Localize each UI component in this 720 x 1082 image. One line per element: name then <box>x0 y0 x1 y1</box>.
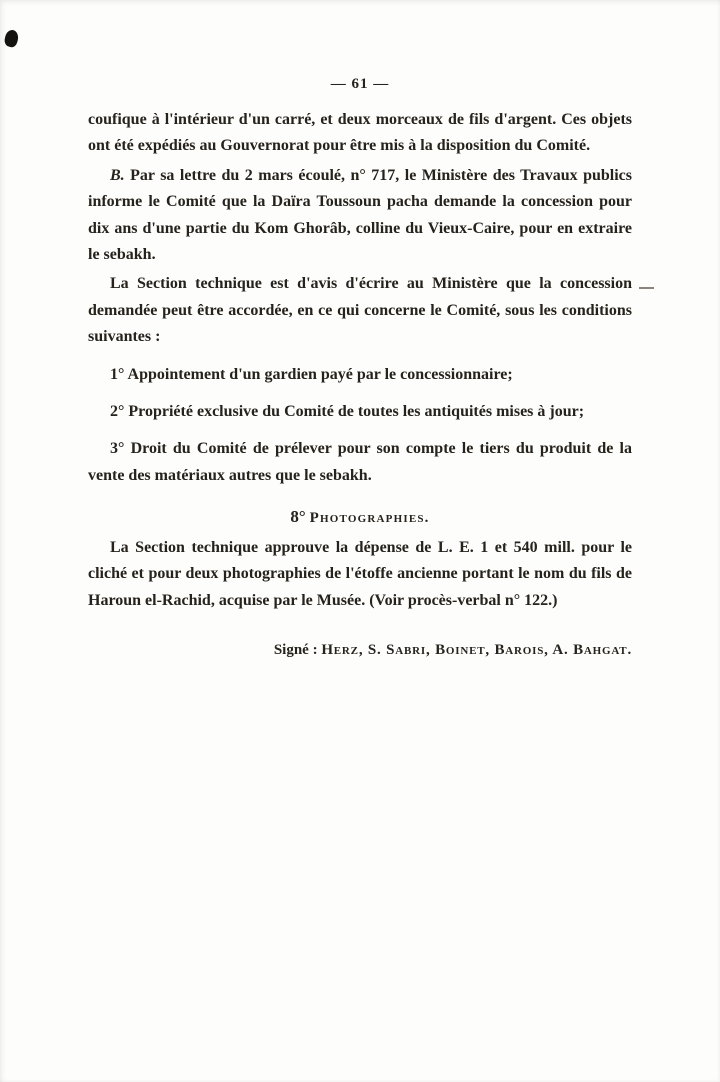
paragraph-lettre-b <box>88 163 632 269</box>
paragraph-lettre-b-text: Par sa lettre du 2 mars écoulé, n° 717, le Ministère des Travaux publics informe le Comité que la Daïra Toussoun pacha demande la concession pour dix ans d'une partie du Kom Ghorâb, colline du Vieux-Caire, pour en extraire le sebakh. <box>88 166 632 263</box>
section-heading-number: 8° <box>290 507 306 527</box>
paragraph-continuation: coufique à l'intérieur d'un carré, et deux morceaux de fils d'argent. Ces objets ont été expédiés au Gouvernorat pour être mis à la disposition du Comité. <box>88 111 632 155</box>
paragraph-photographies: La Section technique approuve la dépense de L. E. 1 et 540 mill. pour le cliché et pour deux photographies de l'étoffe ancienne portant le nom du fils de Haroun el-Rachid, acquise par le Musée. (Voir procès-verbal n° 122.) <box>88 539 632 609</box>
list-item-1: 1° Appointement d'un gardien payé par le concessionnaire; <box>110 365 513 383</box>
scan-ink-blob <box>3 29 20 49</box>
list-item-2: 2° Propriété exclusive du Comité de toutes les antiquités mises à jour; <box>110 402 585 420</box>
section-heading <box>88 507 632 527</box>
list-item-3: 3° Droit du Comité de prélever pour son compte le tiers du produit de la vente des matériaux autres que le sebakh. <box>88 440 632 484</box>
paragraph-section-technique: La Section technique est d'avis d'écrire au Ministère que la concession demandée peut être accordée, en ce qui concerne le Comité, sous les conditions suivantes : <box>88 275 632 346</box>
signature-line <box>88 638 632 663</box>
signature-prefix: Signé : <box>273 642 322 659</box>
text-block <box>88 0 632 663</box>
scan-edge-mark <box>639 287 654 289</box>
section-heading-title: Photographies. <box>309 510 430 527</box>
paragraph-lettre-b-lead: B. <box>110 166 125 184</box>
page-number: — 61 — <box>330 76 390 92</box>
signature-names: Herz, S. Sabri, Boinet, Barois, A. Bahgat. <box>321 642 632 659</box>
